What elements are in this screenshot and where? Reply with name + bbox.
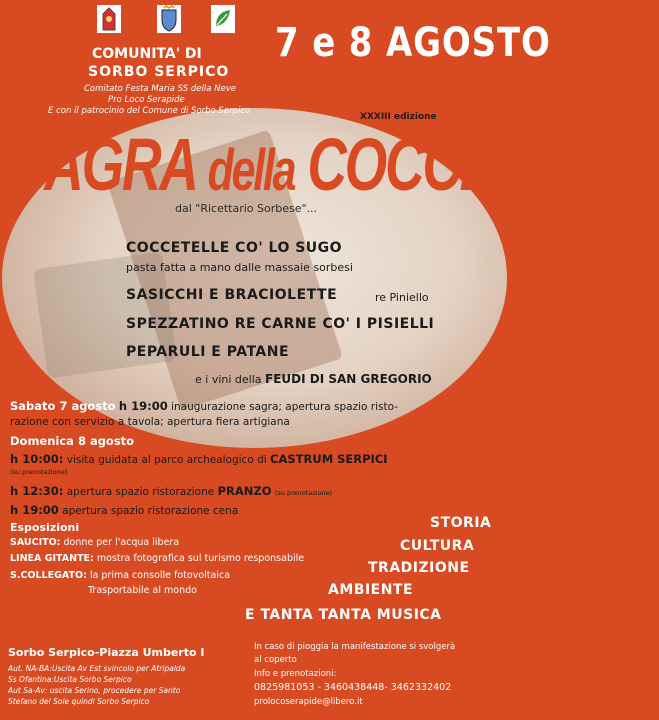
sunday-lunch-line bbox=[10, 484, 332, 498]
exhibit-2-name: LINEA GITANTE: bbox=[10, 553, 94, 564]
motto-cultura: CULTURA bbox=[400, 538, 475, 554]
wine-line bbox=[195, 372, 432, 386]
edition-label: XXXIII edizione bbox=[360, 112, 437, 122]
exhibit-2-text: mostra fotografica sul turismo responsabile bbox=[96, 553, 305, 564]
wine-intro: e i vini della bbox=[195, 373, 266, 386]
venue-address: Sorbo Serpico-Piazza Umberto I bbox=[8, 646, 205, 659]
sunday-lunch-text: apertura spazio ristorazione bbox=[66, 486, 215, 498]
exhibit-3-name: S.COLLEGATO: bbox=[10, 570, 87, 581]
directions-3: Aut Sa-Av: uscita Serino, procedere per Santo bbox=[8, 686, 181, 695]
saturday-time: h 19:00 bbox=[118, 399, 168, 413]
sunday-visit-text: visita guidata al parco archealogico di bbox=[66, 454, 267, 466]
motto-storia: STORIA bbox=[430, 515, 492, 531]
organizer-proloco: Pro Loco Serapide bbox=[108, 95, 185, 105]
sunday-visit-place: CASTRUM SERPICI bbox=[270, 452, 388, 466]
saturday-text-cont: razione con servizio a tavola; apertura fiera artigiana bbox=[10, 416, 290, 428]
organizer-committee: Comitato Festa Maria SS della Neve bbox=[84, 84, 236, 94]
booking-note-1: (su prenotazione) bbox=[10, 468, 68, 476]
event-title bbox=[10, 122, 659, 207]
sunday-lunch-meal: PRANZO bbox=[217, 484, 272, 498]
sunday-day: Domenica 8 agosto bbox=[10, 434, 135, 448]
wine-brand: FEUDI DI SAN GREGORIO bbox=[265, 372, 432, 386]
rain-note-1: In caso di pioggia la manifestazione si svolgerà bbox=[254, 642, 456, 652]
exhibit-3-text-cont: Trasportabile al mondo bbox=[88, 585, 197, 596]
organizer-line-1: COMUNITA' DI bbox=[92, 46, 202, 62]
sunday-lunch-time: h 12:30: bbox=[10, 484, 64, 498]
organizer-patronage: E con il patrocinio del Comune di Sorbo Serpico bbox=[48, 106, 251, 116]
saturday-day: Sabato 7 agosto bbox=[10, 399, 116, 413]
menu-dish-2-desc: re Piniello bbox=[375, 291, 429, 304]
menu-dish-2: SASICCHI E BRACIOLETTE bbox=[126, 287, 338, 303]
motto-musica: E TANTA TANTA MUSICA bbox=[245, 607, 442, 623]
title-word-della: della bbox=[207, 138, 295, 203]
saturday-line bbox=[10, 399, 398, 413]
menu-dish-1-desc: pasta fatta a mano dalle massaie sorbesi bbox=[126, 261, 353, 274]
exhibit-1-name: SAUCITO: bbox=[10, 537, 61, 548]
exhibit-3 bbox=[10, 570, 230, 581]
saturday-text: inaugurazione sagra; apertura spazio risto- bbox=[171, 401, 399, 413]
motto-tradizione: TRADIZIONE bbox=[368, 560, 470, 576]
sunday-dinner-time: h 19:00 bbox=[10, 503, 59, 517]
sunday-dinner-text: apertura spazio ristorazione cena bbox=[62, 505, 239, 517]
sunday-visit-time: h 10:00: bbox=[10, 452, 64, 466]
sunday-dinner-line bbox=[10, 503, 238, 517]
event-date: 7 e 8 AGOSTO bbox=[275, 20, 551, 66]
sunday-line bbox=[10, 434, 134, 448]
phone-numbers: 0825981053 - 3460438448- 3462332402 bbox=[254, 682, 452, 693]
exhibit-1 bbox=[10, 537, 179, 548]
exhibits-title: Esposizioni bbox=[10, 521, 80, 534]
directions-1: Aut. NA-BA:Uscita Av Est svincolo per Atripalda bbox=[8, 664, 186, 673]
green-logo-icon bbox=[210, 4, 236, 34]
town-crest-icon bbox=[156, 4, 182, 34]
menu-dish-4: PEPARULI E PATANE bbox=[126, 344, 290, 360]
exhibit-3-text: la prima consolle fotovoltaica bbox=[89, 570, 231, 581]
title-word-coccetella: COCCETELLA bbox=[294, 123, 659, 206]
menu-dish-3: SPEZZATINO RE CARNE CO' I PISIELLI bbox=[126, 316, 435, 332]
church-emblem-icon bbox=[96, 4, 122, 34]
motto-ambiente: AMBIENTE bbox=[328, 582, 414, 598]
menu-dish-1: COCCETELLE CO' LO SUGO bbox=[126, 240, 343, 256]
exhibit-2 bbox=[10, 553, 304, 564]
contact-email: prolocoserapide@libero.it bbox=[254, 697, 363, 707]
title-word-sagra: SAGRA bbox=[10, 123, 208, 206]
rain-note-2: al coperto bbox=[254, 655, 297, 665]
booking-note-2: (su prenotazione) bbox=[274, 489, 333, 497]
directions-2: Ss Ofantina:Uscita Sorbo Serpico bbox=[8, 675, 132, 684]
sunday-visit-line bbox=[10, 452, 388, 466]
organizer-line-2: SORBO SERPICO bbox=[88, 64, 230, 80]
exhibit-1-text: donne per l'acqua libera bbox=[63, 537, 180, 548]
directions-4: Stefano del Sole quindi Sorbo Serpico bbox=[8, 697, 150, 706]
info-label: Info e prenotazioni: bbox=[254, 669, 337, 679]
ricettario-label: dal "Ricettario Sorbese"... bbox=[175, 202, 318, 215]
